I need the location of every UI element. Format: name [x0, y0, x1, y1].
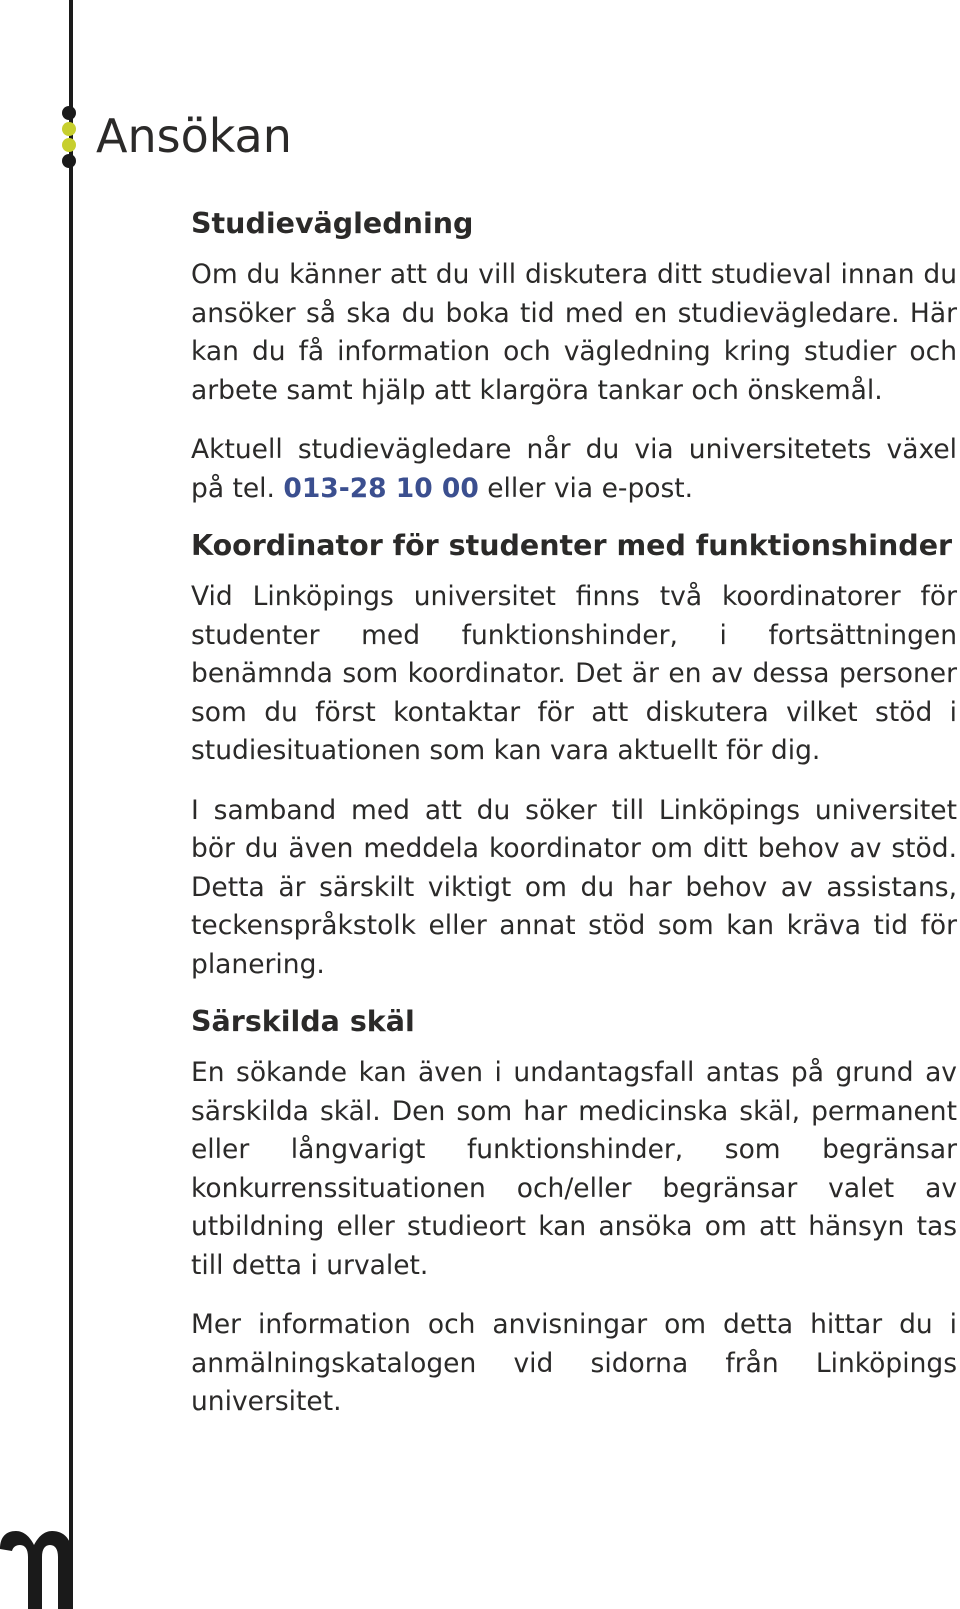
bullet-dots-decoration — [60, 106, 80, 168]
main-content — [191, 202, 957, 1422]
paragraph-studievagledning-1: Om du känner att du vill diskutera ditt studieval innan du ansöker så ska du boka tid med en studievägledare. Här kan du få information och vägledning kring studier och arbete samt hjälp att klargöra tankar och önskemål. — [191, 259, 957, 406]
paragraph-sarskilda-skal-1: En sökande kan även i undantagsfall antas på grund av särskilda skäl. Den som har medicinska skäl, permanent eller långvarigt funktionshinder, som begränsar konkurrenssituationen och/eller begränsar valet av utbildning eller studieort kan ansöka om att hänsyn tas till detta i urvalet. — [191, 1057, 957, 1281]
paragraph-koordinator-1: Vid Linköpings universitet finns två koordinatorer för studenter med funktionshinder, i fortsättningen benämnda som koordinator. Det är en av dessa personer som du först kontaktar för att diskutera vilket stöd i studiesituationen som kan vara aktuellt för dig. — [191, 581, 957, 766]
heading-studievagledning: Studievägledning — [191, 207, 474, 240]
vertical-rule — [69, 0, 73, 1609]
page-number-mark — [0, 1515, 72, 1609]
paragraph-studievagledning-2 — [191, 431, 957, 508]
paragraph-koordinator-2: I samband med att du söker till Linköpings universitet bör du även meddela koordinator om ditt behov av stöd. Detta är särskilt viktigt om du har behov av assistans, teckenspråkstolk eller annat stöd som kan kräva tid för planering. — [191, 794, 957, 980]
dot-dark-bottom — [62, 154, 76, 168]
heading-koordinator: Koordinator för studenter med funktionshinder — [191, 529, 953, 562]
dot-dark-top — [62, 106, 76, 120]
heading-sarskilda-skal: Särskilda skäl — [191, 1005, 415, 1038]
contact-text-after: eller via e-post. — [478, 472, 694, 504]
contact-text-before: Aktuell studievägledare når du via universitetets växel på tel. — [191, 434, 957, 504]
paragraph-sarskilda-skal-2: Mer information och anvisningar om detta hittar du i anmälningskatalogen vid sidorna från Linköpings universitet. — [191, 1309, 957, 1417]
page-title: Ansökan — [96, 109, 292, 163]
dot-green-upper — [62, 122, 76, 136]
phone-number: 013-28 10 00 — [283, 472, 479, 504]
dot-green-lower — [62, 138, 76, 152]
